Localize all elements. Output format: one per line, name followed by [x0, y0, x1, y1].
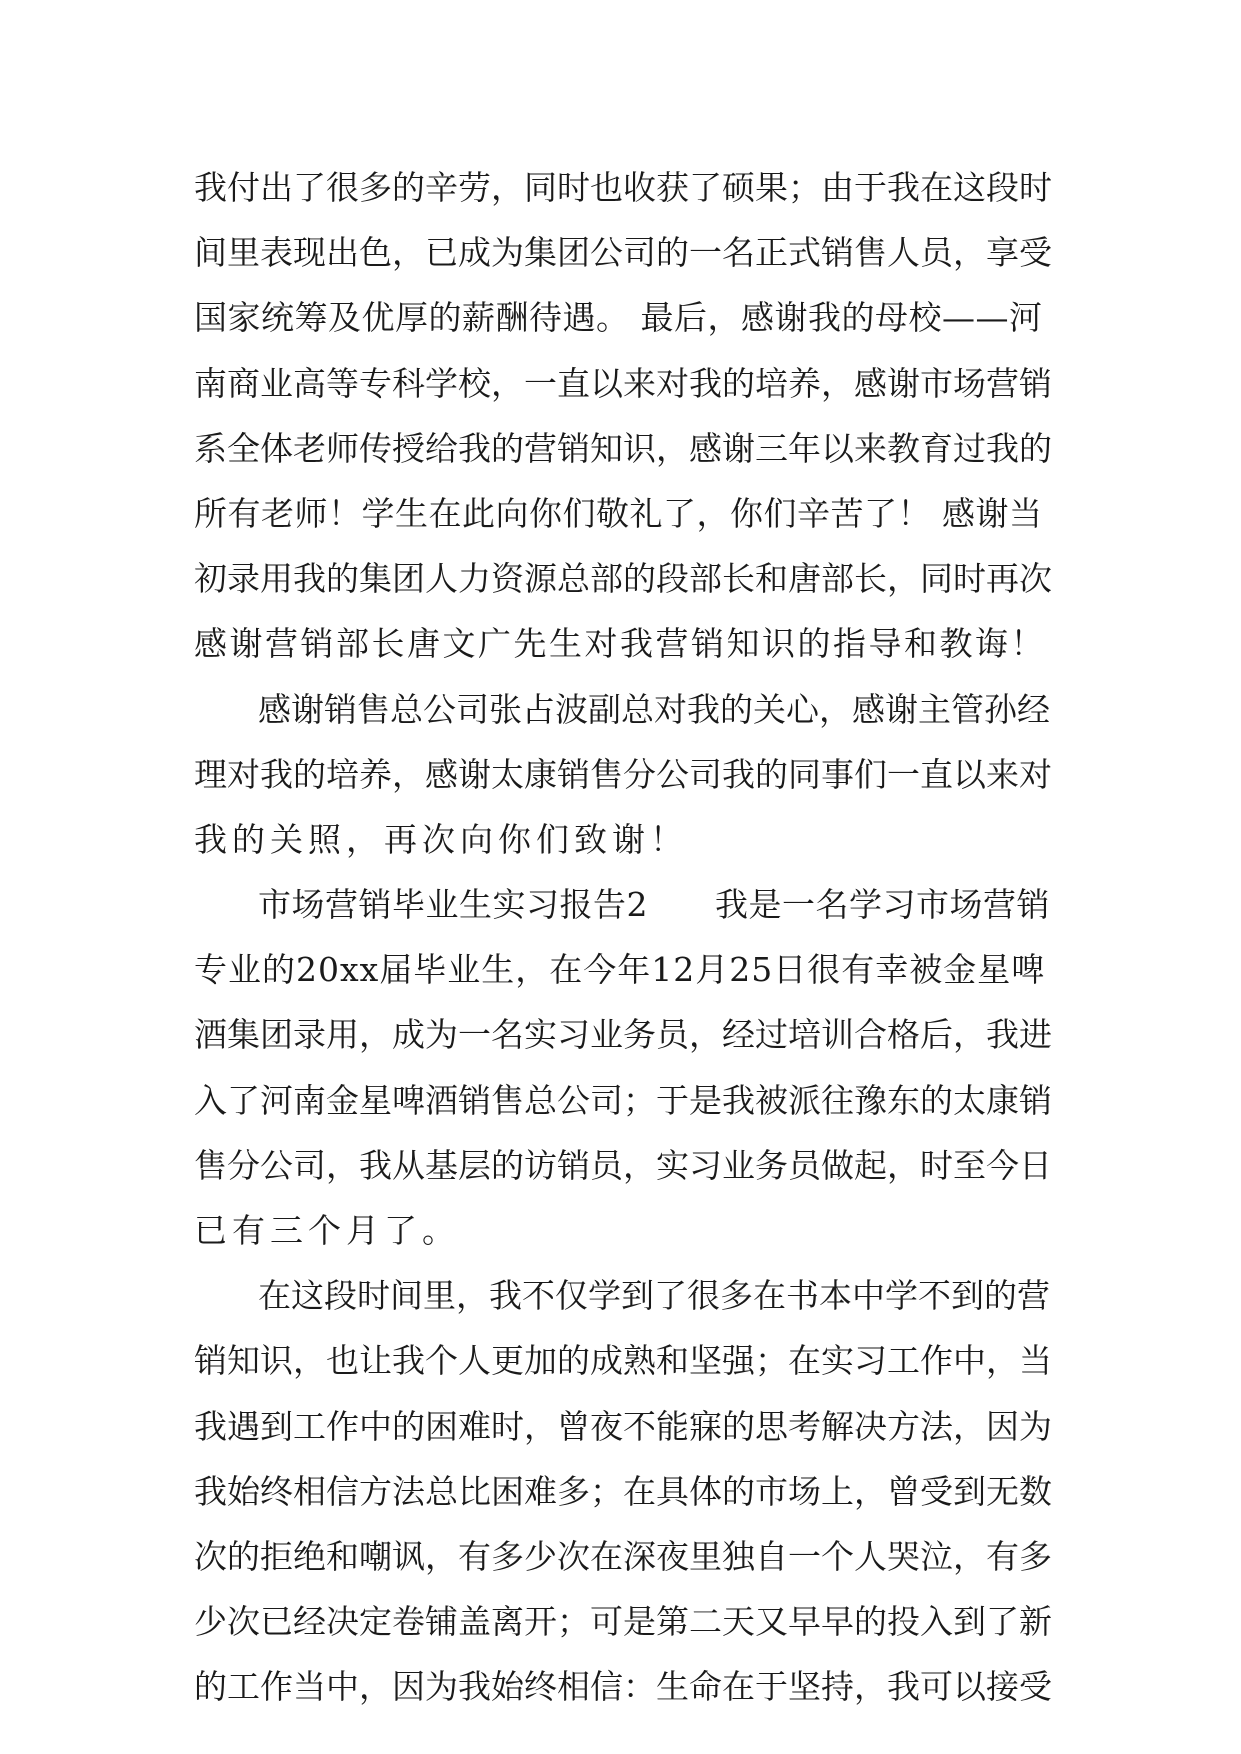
text-line: 的工作当中，因为我始终相信：生命在于坚持，我可以接受 — [194, 1667, 1052, 1707]
text-line: 入了河南金星啤酒销售总公司；于是我被派往豫东的太康销 — [194, 1080, 1052, 1120]
text-line: 售分公司，我从基层的访销员，实习业务员做起，时至今日 — [194, 1145, 1052, 1185]
text-line: 次的拒绝和嘲讽，有多少次在深夜里独自一个人哭泣，有多 — [194, 1536, 1052, 1576]
text-line: 少次已经决定卷铺盖离开；可是第二天又早早的投入到了新 — [194, 1602, 1052, 1642]
paragraph-first-line: 在这段时间里，我不仅学到了很多在书本中学不到的营 — [258, 1276, 1050, 1316]
text-line: 初录用我的集团人力资源总部的段部长和唐部长，同时再次 — [194, 559, 1052, 599]
text-line: 理对我的培养，感谢太康销售分公司我的同事们一直以来对 — [194, 754, 1052, 794]
text-line: 间里表现出色，已成为集团公司的一名正式销售人员，享受 — [194, 233, 1052, 273]
text-line: 我始终相信方法总比困难多；在具体的市场上，曾受到无数 — [194, 1471, 1052, 1511]
text-line: 国家统筹及优厚的薪酬待遇。 最后，感谢我的母校——河 — [194, 298, 1043, 338]
text-line: 销知识，也让我个人更加的成熟和坚强；在实习工作中，当 — [194, 1341, 1052, 1381]
text-line: 感谢营销部长唐文广先生对我营销知识的指导和教诲！ — [194, 624, 1046, 664]
text-line: 系全体老师传授给我的营销知识，感谢三年以来教育过我的 — [194, 428, 1052, 468]
text-line: 我遇到工作中的困难时，曾夜不能寐的思考解决方法，因为 — [194, 1406, 1052, 1446]
text-line: 已有三个月了。 — [194, 1211, 460, 1250]
text-line: 专业的20xx届毕业生，在今年12月25日很有幸被金星啤 — [194, 950, 1046, 990]
text-line: 酒集团录用，成为一名实习业务员，经过培训合格后，我进 — [194, 1015, 1052, 1055]
paragraph-first-line: 市场营销毕业生实习报告2 我是一名学习市场营销 — [258, 885, 1050, 925]
text-line: 我的关照，再次向你们致谢！ — [194, 819, 688, 859]
text-line: 南商业高等专科学校，一直以来对我的培养，感谢市场营销 — [194, 363, 1052, 403]
document-body — [194, 155, 1054, 1720]
paragraph-first-line: 感谢销售总公司张占波副总对我的关心，感谢主管孙经 — [258, 689, 1050, 729]
text-line: 我付出了很多的辛劳，同时也收获了硕果；由于我在这段时 — [194, 168, 1052, 207]
text-line: 所有老师！学生在此向你们敬礼了，你们辛苦了！ 感谢当 — [194, 493, 1043, 533]
